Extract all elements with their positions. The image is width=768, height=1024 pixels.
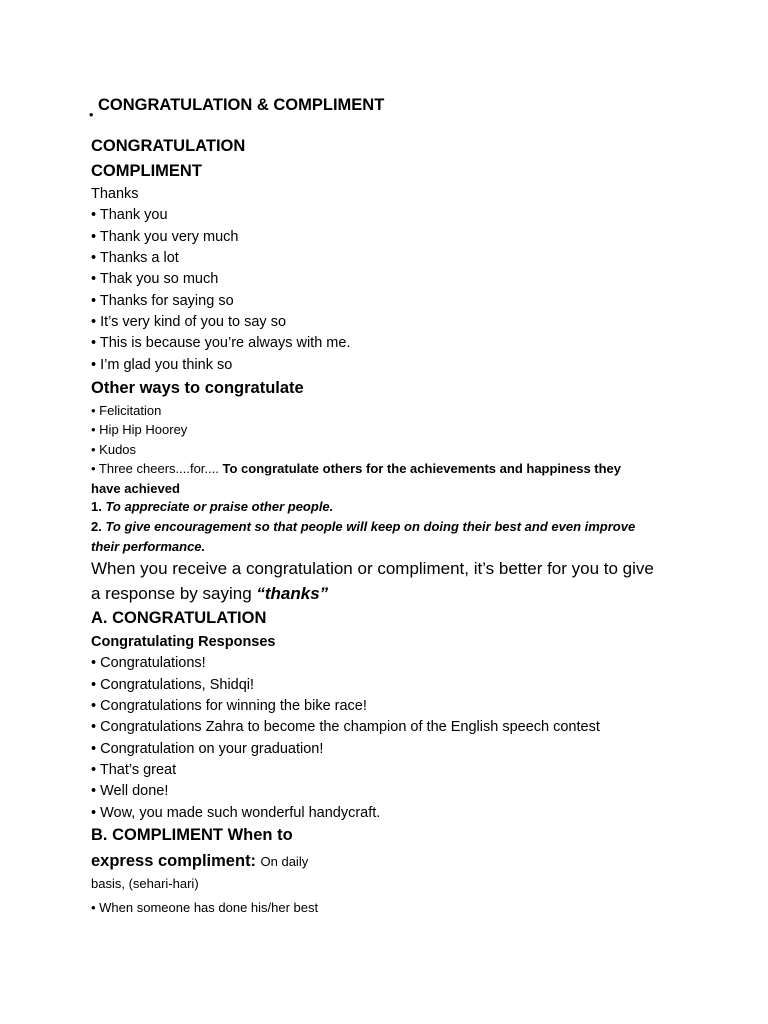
section-b-line-2 xyxy=(91,853,308,870)
heading-compliment: COMPLIMENT xyxy=(91,162,202,180)
stray-bullet: • xyxy=(89,108,94,122)
purpose-2-number: 2. xyxy=(91,519,102,534)
congrat-item: • Well done! xyxy=(91,783,169,799)
section-a-subheading: Congratulating Responses xyxy=(91,634,276,650)
congrat-item: • That’s great xyxy=(91,762,177,778)
congrat-item: • Congratulations, Shidqi! xyxy=(91,677,255,693)
response-line-1: When you receive a congratulation or compliment, it’s better for you to give xyxy=(91,559,654,578)
congrat-item: • Wow, you made such wonderful handycraft. xyxy=(91,805,381,821)
purpose-1-number: 1. xyxy=(91,499,102,514)
thanks-item: • This is because you’re always with me. xyxy=(91,335,351,351)
response-thanks-emphasis: “thanks” xyxy=(256,584,329,603)
other-ways-item: • Kudos xyxy=(91,442,137,457)
thanks-item: • I’m glad you think so xyxy=(91,357,233,373)
response-line-2-prefix: a response by saying xyxy=(91,584,252,603)
heading-congratulation: CONGRATULATION xyxy=(91,137,246,155)
section-b-heading: B. COMPLIMENT When to xyxy=(91,826,293,844)
three-cheers-continuation: have achieved xyxy=(91,481,180,496)
thanks-item: • Thank you very much xyxy=(91,229,239,245)
three-cheers-prefix: • Three cheers....for.... xyxy=(91,461,219,476)
section-a-heading: A. CONGRATULATION xyxy=(91,609,267,627)
thanks-item: • Thanks a lot xyxy=(91,250,179,266)
thanks-item: • Thank you xyxy=(91,207,168,223)
purpose-2-text: To give encouragement so that people will keep on doing their best and even improve xyxy=(105,519,636,534)
purpose-1 xyxy=(91,500,333,513)
thanks-item: • Thanks for saying so xyxy=(91,293,234,309)
congrat-item: • Congratulations for winning the bike race! xyxy=(91,698,367,714)
document-title: CONGRATULATION & COMPLIMENT xyxy=(98,96,385,114)
section-b-normal: On daily xyxy=(260,854,309,869)
congrat-item: • Congratulation on your graduation! xyxy=(91,741,324,757)
other-ways-heading: Other ways to congratulate xyxy=(91,379,304,397)
congrat-item: • Congratulations! xyxy=(91,655,206,671)
purpose-1-text: To appreciate or praise other people. xyxy=(105,499,334,514)
section-b-item: • When someone has done his/her best xyxy=(91,900,319,915)
three-cheers-bold: To congratulate others for the achievements and happiness they xyxy=(222,461,622,476)
three-cheers-line xyxy=(91,462,621,475)
response-line-2 xyxy=(91,585,328,602)
section-b-line-3: basis, (sehari-hari) xyxy=(91,876,199,891)
other-ways-item: • Felicitation xyxy=(91,403,162,418)
thanks-label: Thanks xyxy=(91,186,139,202)
thanks-item: • Thak you so much xyxy=(91,271,219,287)
thanks-item: • It’s very kind of you to say so xyxy=(91,314,287,330)
purpose-2-continuation: their performance. xyxy=(91,539,206,554)
other-ways-item: • Hip Hip Hoorey xyxy=(91,422,188,437)
purpose-2 xyxy=(91,520,635,533)
section-b-bold: express compliment: xyxy=(91,852,257,870)
congrat-item: • Congratulations Zahra to become the champion of the English speech contest xyxy=(91,719,600,735)
